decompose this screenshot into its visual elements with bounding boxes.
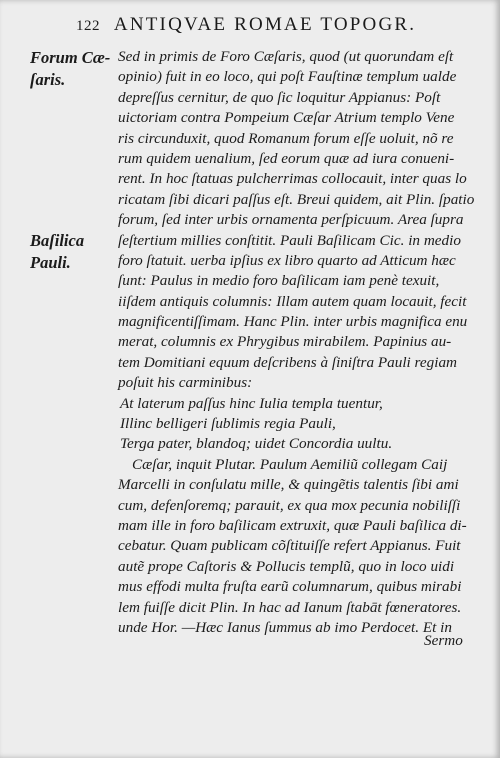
text-line: cum, defenſoremq; parauit, ex qua mox pecunia nobiliſſi bbox=[118, 496, 461, 514]
text-line: ris circunduxit, quod Romanum forum eſſe uoluit, nõ re bbox=[118, 129, 454, 147]
catchword: Sermo bbox=[424, 632, 463, 649]
main-text-block bbox=[118, 47, 475, 638]
page-header bbox=[76, 14, 416, 36]
text-line: depreſſus cernitur, de quo ſic loquitur Appianus: Poſt bbox=[118, 88, 441, 106]
margin-note-forum bbox=[30, 47, 110, 91]
page-number: 122 bbox=[76, 18, 100, 34]
text-line: magnificentiſſimam. Hanc Plin. inter urbis magnifica enu bbox=[118, 313, 468, 331]
text-line: tem Domitiani equum deſcribens à ſiniſtra Pauli regiam bbox=[118, 353, 458, 371]
text-line: uictoriam contra Pompeium Cæſar Atrium templo Vene bbox=[118, 109, 455, 127]
text-line: merat, columnis ex Phrygibus mirabilem. Papinius au- bbox=[118, 333, 452, 351]
text-line: mam ille in foro baſilicam extruxit, quæ Pauli baſilica di- bbox=[118, 516, 467, 534]
text-line: rum quidem uenalium, ſed eorum quæ ad iura conueni- bbox=[118, 149, 455, 167]
text-line: unde Hor. —Hæc Ianus ſummus ab imo Perdocet. Et in bbox=[118, 618, 452, 636]
text-line: iiſdem antiquis columnis: Illam autem quam locauit, fecit bbox=[118, 292, 467, 310]
text-line: rent. In hoc ſtatuas pulcherrimas collocauit, inter quas lo bbox=[118, 170, 467, 188]
text-line: poſuit his carminibus: bbox=[118, 374, 253, 392]
text-line: opinio) fuit in eo loco, qui poſt Fauſtinæ templum ualde bbox=[118, 68, 457, 86]
text-line: mus effodi multa fruſta earũ columnarum, quibus mirabi bbox=[118, 578, 462, 596]
text-line: Marcelli in conſulatu mille, & quingẽtis talentis ſibi ami bbox=[118, 476, 459, 494]
text-line: ſeſtertium millies conſtitit. Pauli Baſilicam Cic. in medio bbox=[118, 231, 461, 249]
text-line: autẽ prope Caſtoris & Pollucis templũ, quo in loco uidi bbox=[118, 557, 455, 575]
text-line: lem fuiſſe dicit Plin. In hac ad Ianum ſtabāt fœneratores. bbox=[118, 598, 462, 616]
verse-line: Terga pater, blandoq; uidet Concordia uultu. bbox=[120, 435, 393, 453]
text-line: forum, ſed inter urbis ornamenta perſpicuum. Area ſupra bbox=[118, 211, 464, 229]
margin-note-basilica bbox=[30, 230, 84, 274]
verse-line: Illinc belligeri ſublimis regia Pauli, bbox=[120, 415, 336, 433]
text-line: ricatam ſibi dicari paſſus eſt. Breui quidem, ait Plin. ſpatio bbox=[118, 190, 475, 208]
margin-note-line: Pauli. bbox=[30, 253, 71, 272]
margin-note-line: Baſilica bbox=[30, 231, 85, 250]
text-line: Cæſar, inquit Plutar. Paulum Aemiliũ collegam Caij bbox=[132, 455, 448, 473]
running-title: ANTIQVAE ROMAE TOPOGR. bbox=[113, 14, 417, 35]
margin-note-line: ſaris. bbox=[30, 70, 66, 89]
text-line: foro ſtatuit. uerba ipſius ex libro quarto ad Atticum hæc bbox=[118, 251, 456, 269]
text-line: Sed in primis de Foro Cæſaris, quod (ut quorundam eſt bbox=[118, 48, 454, 65]
text-line: cebatur. Quam publicam cõſtituiſſe refert Appianus. Fuit bbox=[118, 537, 461, 555]
verse-line: At laterum paſſus hinc Iulia templa tuentur, bbox=[120, 394, 383, 412]
margin-note-line: Forum Cæ- bbox=[30, 48, 111, 67]
text-line: ſunt: Paulus in medio foro baſilicam iam penè texuit, bbox=[118, 272, 440, 290]
